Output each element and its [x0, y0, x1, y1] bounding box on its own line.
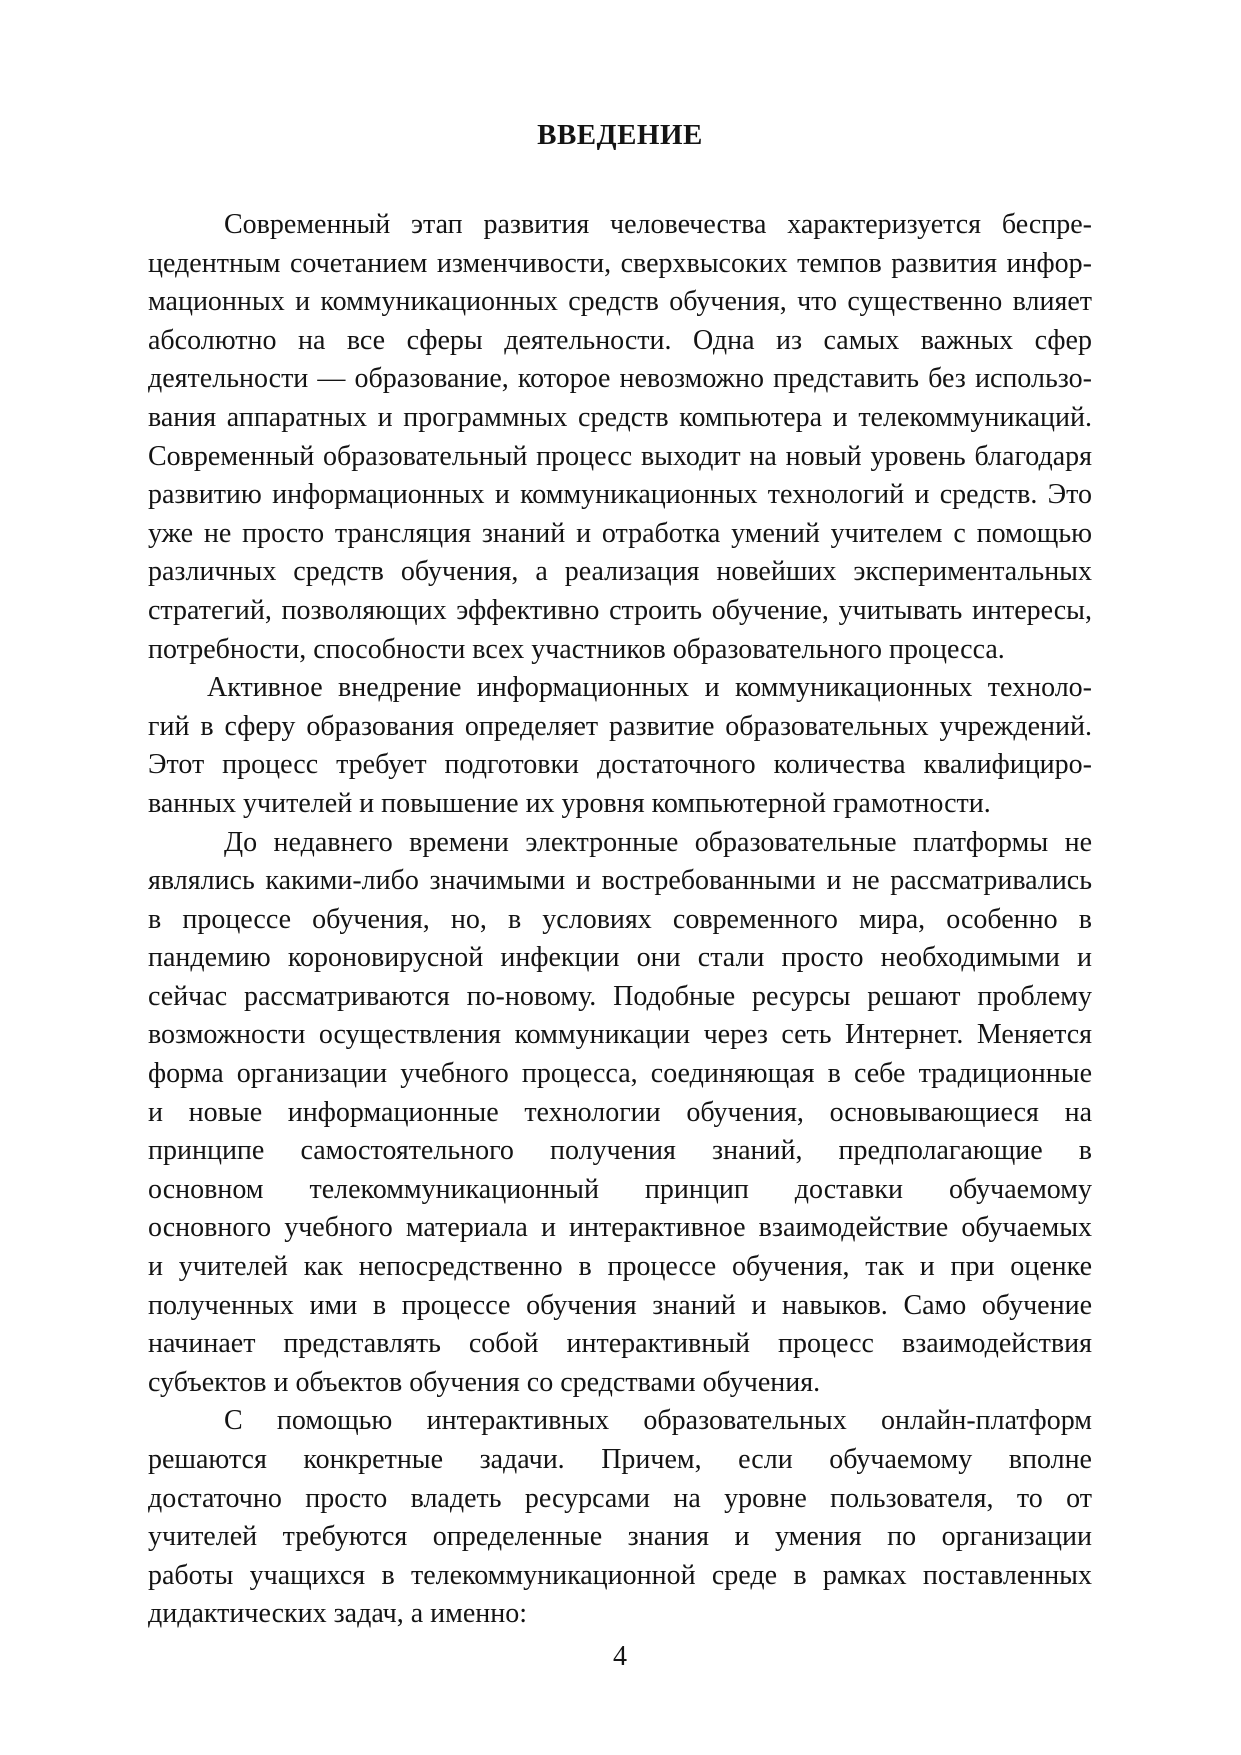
paragraph-1	[148, 206, 1092, 669]
text-line: Современный этап развития человечества характеризуется беспре-	[224, 209, 1092, 240]
text-line: различных средств обучения, а реализация новейших экспериментальных	[148, 556, 1092, 588]
text-line: работы учащихся в телекоммуникационной среде в рамках поставленных	[148, 1559, 1092, 1591]
text-line: Активное внедрение информационных и коммуникационных техноло-	[207, 672, 1092, 704]
text-line: основном телекоммуникационный принцип доставки обучаемому	[148, 1173, 1092, 1205]
text-line: достаточно просто владеть ресурсами на уровне пользователя, то от	[148, 1482, 1092, 1514]
paragraph-4	[148, 1402, 1092, 1634]
text-line: и учителей как непосредственно в процессе обучения, так и при оценке	[148, 1251, 1092, 1283]
text-line: стратегий, позволяющих эффективно строить обучение, учитывать интересы,	[148, 594, 1092, 626]
text-line: являлись какими-либо значимыми и востребованными и не рассматривались	[148, 865, 1092, 897]
text-line: ванных учителей и повышение их уровня компьютерной грамотности.	[148, 787, 991, 819]
text-line: вания аппаратных и программных средств компьютера и телекоммуникаций.	[148, 401, 1092, 433]
text-line: абсолютно на все сферы деятельности. Одна из самых важных сфер	[148, 324, 1092, 356]
text-line: развитию информационных и коммуникационных технологий и средств. Это	[148, 479, 1092, 511]
text-line: дидактических задач, а именно:	[148, 1598, 528, 1630]
text-line: в процессе обучения, но, в условиях современного мира, особенно в	[148, 903, 1092, 935]
text-line: форма организации учебного процесса, соединяющая в себе традиционные	[148, 1058, 1092, 1090]
text-line: и новые информационные технологии обучения, основывающиеся на	[148, 1096, 1092, 1128]
paragraph-3	[148, 824, 1092, 1403]
text-line: мационных и коммуникационных средств обучения, что существенно влияет	[148, 286, 1092, 318]
text-line: потребности, способности всех участников образовательного процесса.	[148, 633, 1005, 665]
text-line: гий в сферу образования определяет развитие образовательных учреждений.	[148, 710, 1092, 742]
text-line: субъектов и объектов обучения со средствами обучения.	[148, 1366, 821, 1398]
text-line: полученных ими в процессе обучения знаний и навыков. Само обучение	[148, 1289, 1092, 1321]
section-heading: ВВЕДЕНИЕ	[537, 119, 703, 151]
text-line: пандемию короновирусной инфекции они стали просто необходимыми и	[148, 942, 1092, 974]
text-line: основного учебного материала и интерактивное взаимодействие обучаемых	[148, 1212, 1092, 1244]
paragraph-2	[148, 669, 1092, 823]
text-line: деятельности — образование, которое невозможно представить без использо-	[148, 363, 1092, 395]
text-line: сейчас рассматриваются по-новому. Подобные ресурсы решают проблему	[148, 980, 1092, 1012]
text-line: С помощью интерактивных образовательных онлайн-платформ	[224, 1405, 1092, 1437]
text-line: решаются конкретные задачи. Причем, если обучаемому вполне	[148, 1444, 1092, 1475]
text-line: уже не просто трансляция знаний и отработка умений учителем с помощью	[148, 517, 1092, 549]
text-line: Современный образовательный процесс выходит на новый уровень благодаря	[148, 440, 1092, 472]
text-line: начинает представлять собой интерактивный процесс взаимодействия	[148, 1328, 1092, 1360]
text-line: цедентным сочетанием изменчивости, сверхвысоких темпов развития инфор-	[148, 247, 1092, 279]
text-line: Этот процесс требует подготовки достаточного количества квалифициро-	[148, 749, 1092, 781]
text-line: До недавнего времени электронные образовательные платформы не	[224, 826, 1092, 858]
body-text	[148, 206, 1092, 1634]
text-line: принципе самостоятельного получения знаний, предполагающие в	[148, 1135, 1092, 1167]
text-line: учителей требуются определенные знания и умения по организации	[148, 1521, 1092, 1553]
text-line: возможности осуществления коммуникации через сеть Интернет. Меняется	[148, 1019, 1092, 1051]
page-number: 4	[613, 1641, 627, 1672]
